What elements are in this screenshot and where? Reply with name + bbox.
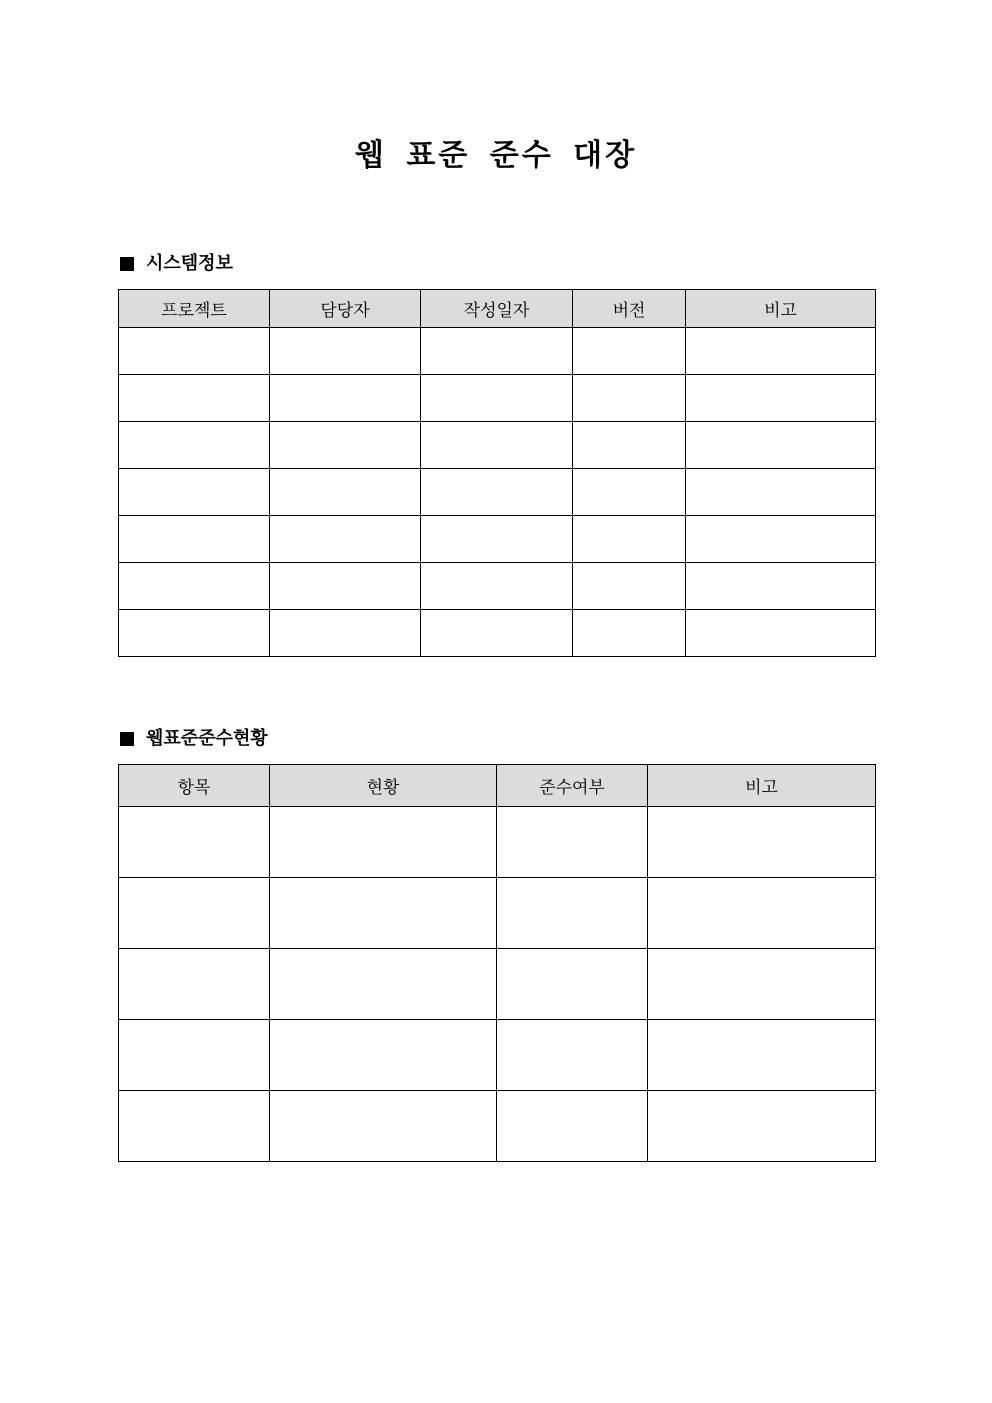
section-heading-compliance-status: [118, 727, 268, 751]
table-cell[interactable]: [270, 1020, 497, 1091]
system-info-table-body: [119, 328, 876, 657]
table-row: [119, 516, 876, 563]
square-bullet-icon: [120, 257, 134, 271]
table-cell[interactable]: [686, 563, 876, 610]
table-cell[interactable]: [497, 1091, 648, 1162]
table-cell[interactable]: [119, 949, 270, 1020]
table-cell[interactable]: [421, 328, 573, 375]
table-cell[interactable]: [686, 516, 876, 563]
table-cell[interactable]: [686, 375, 876, 422]
table-cell[interactable]: [119, 422, 270, 469]
table-cell[interactable]: [119, 563, 270, 610]
table-cell[interactable]: [119, 1091, 270, 1162]
table-row: [119, 328, 876, 375]
table-row: [119, 610, 876, 657]
system-info-table: [118, 289, 876, 657]
table-cell[interactable]: [421, 516, 573, 563]
table-cell[interactable]: [421, 422, 573, 469]
table-cell[interactable]: [270, 878, 497, 949]
table-header-row: [119, 290, 876, 328]
column-header-compliance: 준수여부: [497, 765, 648, 807]
table-cell[interactable]: [270, 1091, 497, 1162]
table-cell[interactable]: [119, 328, 270, 375]
table-cell[interactable]: [270, 516, 421, 563]
table-cell[interactable]: [270, 328, 421, 375]
table-cell[interactable]: [119, 516, 270, 563]
table-cell[interactable]: [573, 516, 686, 563]
column-header-date: 작성일자: [421, 290, 573, 328]
table-cell[interactable]: [421, 469, 573, 516]
table-cell[interactable]: [421, 563, 573, 610]
table-cell[interactable]: [648, 807, 876, 878]
table-cell[interactable]: [686, 422, 876, 469]
section-heading-label: 시스템정보: [146, 253, 233, 274]
table-header-row: [119, 765, 876, 807]
table-cell[interactable]: [119, 469, 270, 516]
table-cell[interactable]: [648, 949, 876, 1020]
table-cell[interactable]: [270, 807, 497, 878]
table-cell[interactable]: [421, 610, 573, 657]
table-cell[interactable]: [119, 610, 270, 657]
table-row: [119, 375, 876, 422]
table-cell[interactable]: [573, 469, 686, 516]
table-cell[interactable]: [573, 422, 686, 469]
column-header-status: 현황: [270, 765, 497, 807]
compliance-status-table: [118, 764, 876, 1162]
table-cell[interactable]: [648, 1020, 876, 1091]
table-cell[interactable]: [497, 807, 648, 878]
table-cell[interactable]: [270, 563, 421, 610]
table-cell[interactable]: [573, 375, 686, 422]
column-header-manager: 담당자: [270, 290, 421, 328]
table-row: [119, 807, 876, 878]
square-bullet-icon: [120, 732, 134, 746]
column-header-item: 항목: [119, 765, 270, 807]
table-cell[interactable]: [573, 563, 686, 610]
column-header-remarks: 비고: [648, 765, 876, 807]
table-cell[interactable]: [497, 949, 648, 1020]
table-cell[interactable]: [270, 422, 421, 469]
table-row: [119, 563, 876, 610]
table-row: [119, 949, 876, 1020]
table-cell[interactable]: [119, 1020, 270, 1091]
table-cell[interactable]: [119, 878, 270, 949]
table-cell[interactable]: [421, 375, 573, 422]
compliance-status-table-body: [119, 807, 876, 1162]
table-cell[interactable]: [686, 610, 876, 657]
table-cell[interactable]: [648, 878, 876, 949]
section-heading-label: 웹표준준수현황: [146, 728, 268, 749]
column-header-remarks: 비고: [686, 290, 876, 328]
table-cell[interactable]: [270, 375, 421, 422]
table-row: [119, 422, 876, 469]
table-cell[interactable]: [119, 375, 270, 422]
table-row: [119, 1020, 876, 1091]
table-cell[interactable]: [573, 328, 686, 375]
table-cell[interactable]: [686, 328, 876, 375]
table-row: [119, 469, 876, 516]
table-cell[interactable]: [497, 1020, 648, 1091]
section-heading-system-info: [118, 252, 233, 276]
table-row: [119, 1091, 876, 1162]
table-cell[interactable]: [573, 610, 686, 657]
page-title: 웹 표준 준수 대장: [354, 138, 638, 173]
table-cell[interactable]: [270, 469, 421, 516]
table-cell[interactable]: [119, 807, 270, 878]
table-cell[interactable]: [648, 1091, 876, 1162]
table-cell[interactable]: [497, 878, 648, 949]
table-row: [119, 878, 876, 949]
column-header-project: 프로젝트: [119, 290, 270, 328]
column-header-version: 버전: [573, 290, 686, 328]
table-cell[interactable]: [270, 949, 497, 1020]
table-cell[interactable]: [270, 610, 421, 657]
table-cell[interactable]: [686, 469, 876, 516]
